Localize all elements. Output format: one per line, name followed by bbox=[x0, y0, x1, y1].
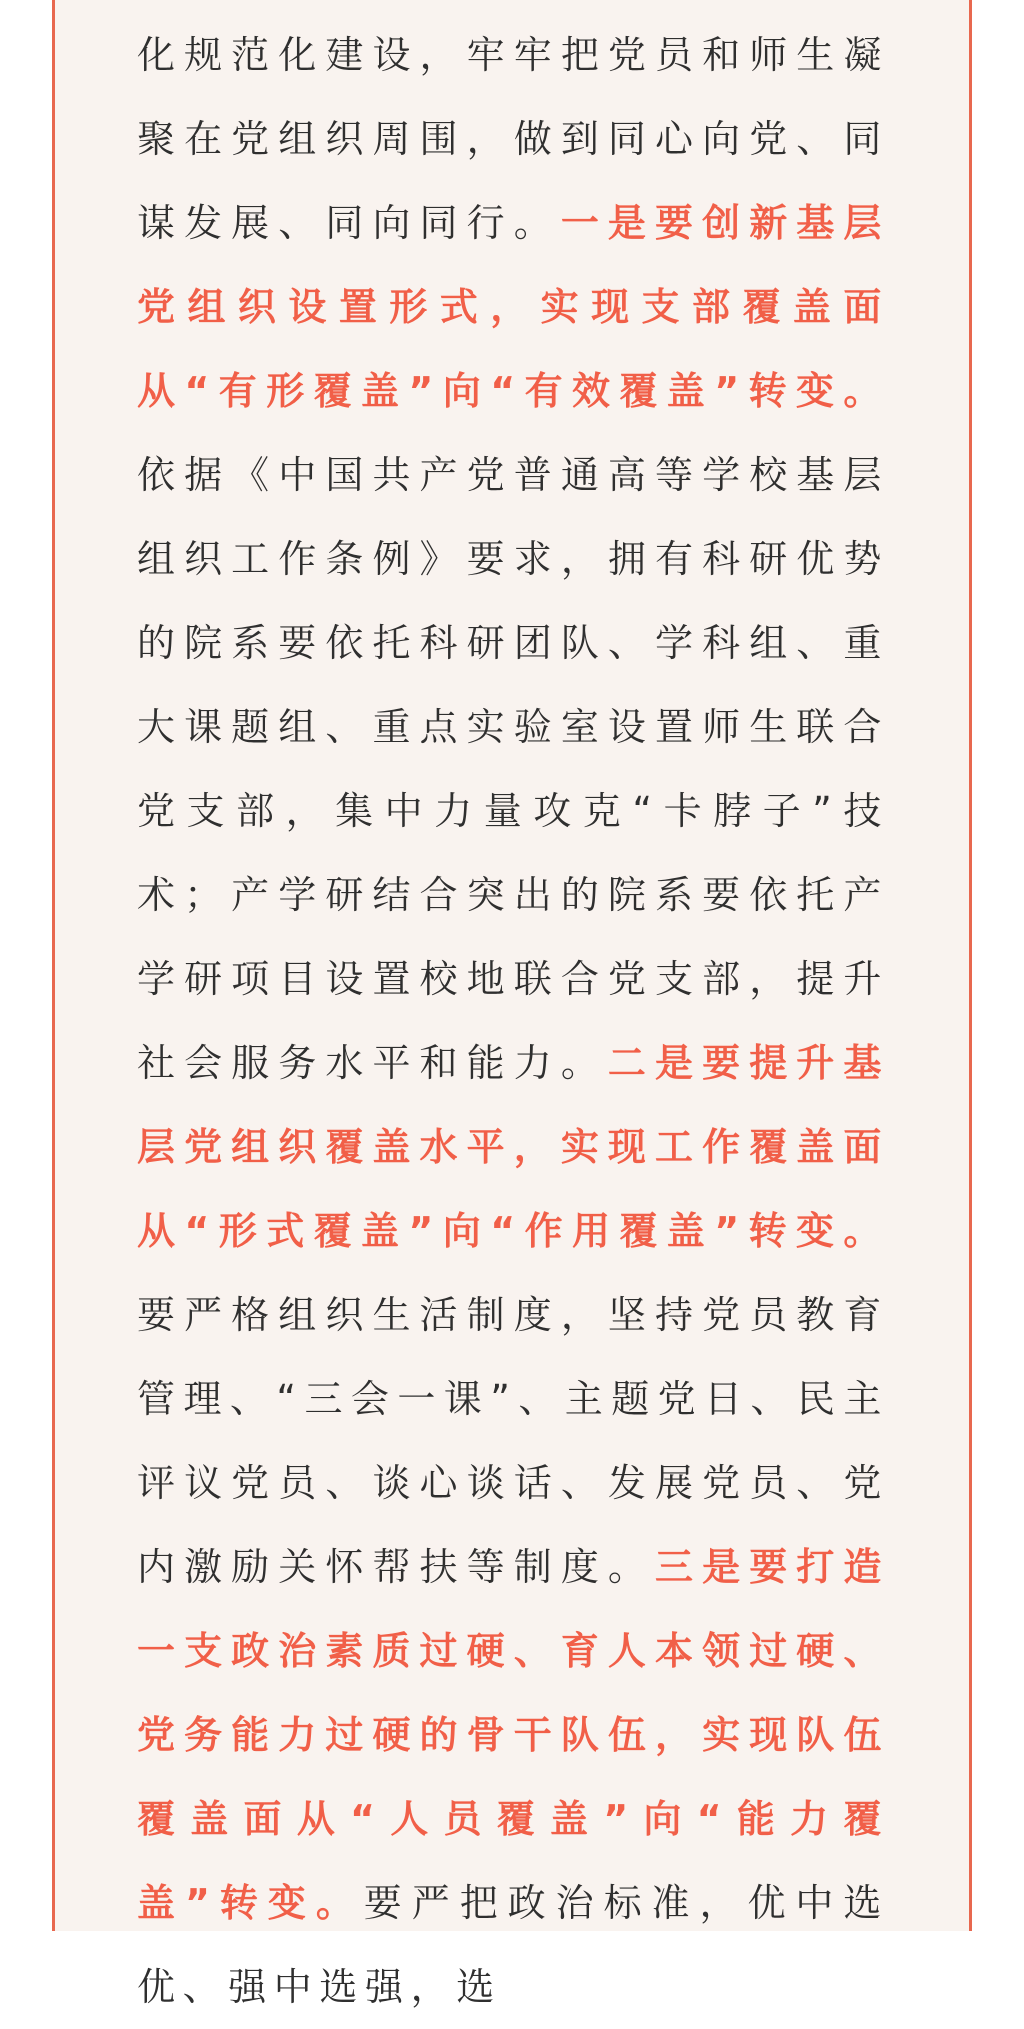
text-segment-1: 化规范化建设，牢牢把党员和师生凝聚在党组织周围，做到同心向党、同谋发展、同向同行。 bbox=[137, 33, 889, 245]
article-body bbox=[137, 13, 889, 2029]
text-segment-2: 依据《中国共产党普通高等学校基层组织工作条例》要求，拥有科研优势的院系要依托科研团队、学科组、重大课题组、重点实验室设置师生联合党支部，集中力量攻克“卡脖子”技术；产学研结合突出的院系要依托产学研项目设置校地联合党支部，提升社会服务水平和能力。 bbox=[137, 453, 889, 1085]
highlight-point-2: 二是要提升基层党组织覆盖水平，实现工作覆盖面从“形式覆盖”向“作用覆盖”转变。 bbox=[137, 1041, 889, 1253]
highlight-point-1: 一是要创新基层党组织设置形式，实现支部覆盖面从“有形覆盖”向“有效覆盖”转变。 bbox=[137, 201, 890, 413]
article-frame bbox=[52, 0, 972, 2009]
text-segment-3: 要严格组织生活制度，坚持党员教育管理、“三会一课”、主题党日、民主评议党员、谈心谈话、发展党员、党内激励关怀帮扶等制度。 bbox=[137, 1293, 889, 1589]
highlight-point-3: 三是要打造一支政治素质过硬、育人本领过硬、党务能力过硬的骨干队伍，实现队伍覆盖面从“人员覆盖”向“能力覆盖”转变。 bbox=[137, 1545, 889, 1925]
text-segment-4: 要严把政治标准，优中选优、强中选强，选 bbox=[137, 1881, 889, 2009]
